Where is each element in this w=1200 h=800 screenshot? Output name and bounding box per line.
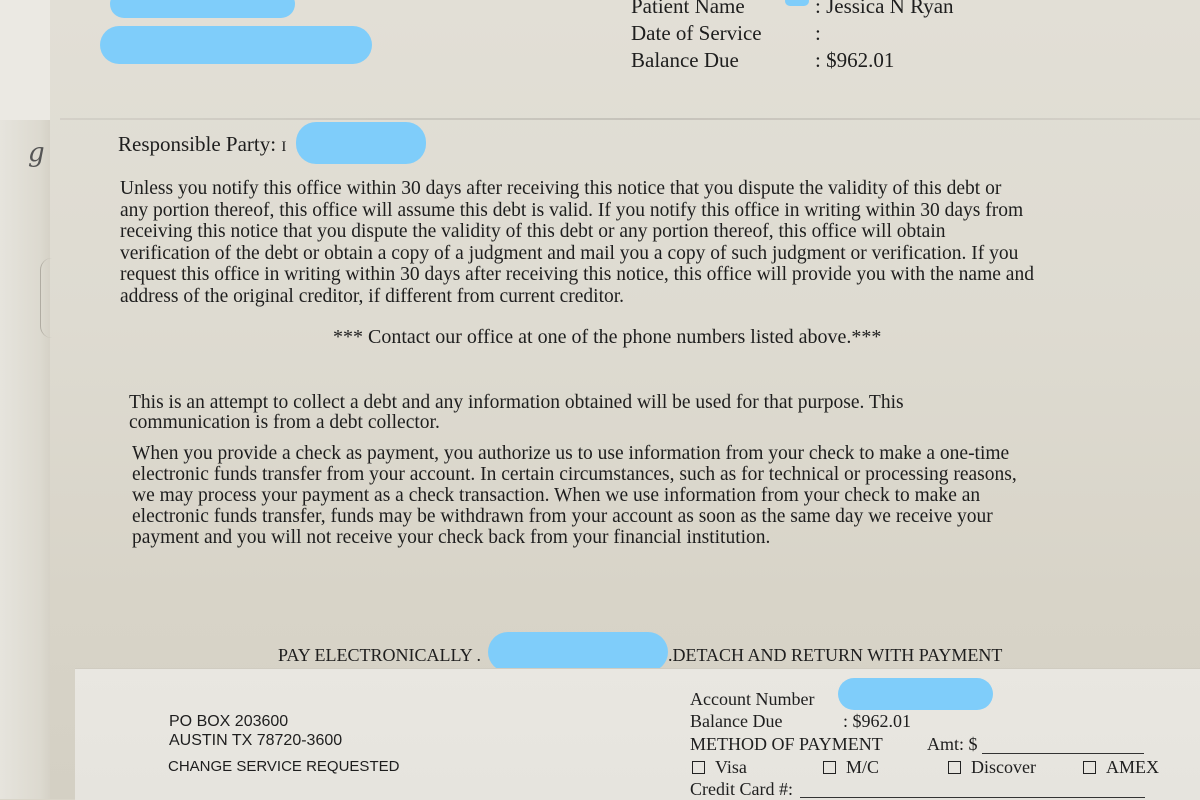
payment-option-amex[interactable] [1083, 757, 1159, 778]
detach-return-label: .DETACH AND RETURN WITH PAYMENT [668, 645, 1003, 665]
mc-label: M/C [846, 757, 880, 777]
stub-credit-card-line [800, 797, 1145, 798]
stub-credit-card-label: Credit Card #: [690, 779, 793, 799]
debt-collector-paragraph: This is an attempt to collect a debt and any information obtained will be used for that purpose. This communication is from a debt collector. [129, 392, 904, 433]
date-of-service-label: Date of Service [631, 21, 762, 45]
redaction-top-left-1 [110, 0, 295, 18]
payment-option-visa[interactable] [692, 757, 747, 778]
redaction-responsible-party [296, 122, 426, 164]
discover-checkbox[interactable] [948, 761, 961, 774]
responsible-party-row [118, 132, 286, 157]
stub-balance-due-label: Balance Due [690, 711, 783, 731]
dispute-notice-paragraph: Unless you notify this office within 30 days after receiving this notice that you dispute the validity of this debt or any portion thereof, this office will assume this debt is valid. If you notify this office in writing within 30 days from receiving this notice that you dispute the validity of this debt or any portion thereof, this office will obtain verification of the debt or obtain a copy of a judgment and mail you a copy of such judgment or verification. If you request this office in writing within 30 days after receiving this notice, this office will provide you with the name and address of the original creditor, if different from current creditor. [120, 178, 1034, 307]
stub-amount-line [982, 753, 1144, 754]
visa-label: Visa [715, 757, 747, 777]
paper-fold-line [60, 118, 1200, 120]
amex-label: AMEX [1106, 757, 1159, 777]
stub-method-of-payment-label: METHOD OF PAYMENT [690, 734, 883, 754]
balance-due-label: Balance Due [631, 48, 739, 72]
payment-option-discover[interactable] [948, 757, 1036, 778]
visa-checkbox[interactable] [692, 761, 705, 774]
patient-name-label: Patient Name [631, 0, 745, 18]
stub-address-line2: AUSTIN TX 78720-3600 [169, 732, 343, 749]
redaction-patient-label [785, 0, 809, 6]
amex-checkbox[interactable] [1083, 761, 1096, 774]
balance-due-value: : $962.01 [815, 48, 895, 72]
responsible-party-partial: I [281, 139, 287, 155]
mc-checkbox[interactable] [823, 761, 836, 774]
redaction-account-number [838, 678, 993, 710]
stub-address-line1: PO BOX 203600 [169, 713, 289, 730]
margin-pencil-mark: g [28, 138, 45, 168]
date-of-service-value: : [815, 21, 821, 45]
stub-amount-label: Amt: $ [927, 734, 978, 754]
stub-balance-due-value: : $962.01 [843, 711, 912, 731]
payment-option-mc[interactable] [823, 757, 879, 778]
check-payment-paragraph: When you provide a check as payment, you authorize us to use information from your check to make a one-time electronic funds transfer from your account. In certain circumstances, such as for technical or processing reasons, we may process your payment as a check transaction. When we use information from your check to make an electronic funds transfer, funds may be withdrawn from your account as soon as the same day we receive your payment and you will not receive your check back from your financial institution. [132, 443, 1017, 548]
responsible-party-label: Responsible Party: [118, 132, 282, 156]
redaction-top-left-2 [100, 26, 372, 64]
discover-label: Discover [971, 757, 1036, 777]
stub-account-number-label: Account Number [690, 689, 815, 709]
margin-pencil-arc [40, 258, 55, 338]
redaction-pay-url [488, 632, 668, 672]
pay-electronically-label: PAY ELECTRONICALLY . [278, 645, 482, 665]
contact-line: *** Contact our office at one of the phone numbers listed above.*** [333, 326, 882, 348]
patient-name-value: : Jessica N Ryan [815, 0, 954, 18]
stub-change-service: CHANGE SERVICE REQUESTED [168, 758, 400, 775]
